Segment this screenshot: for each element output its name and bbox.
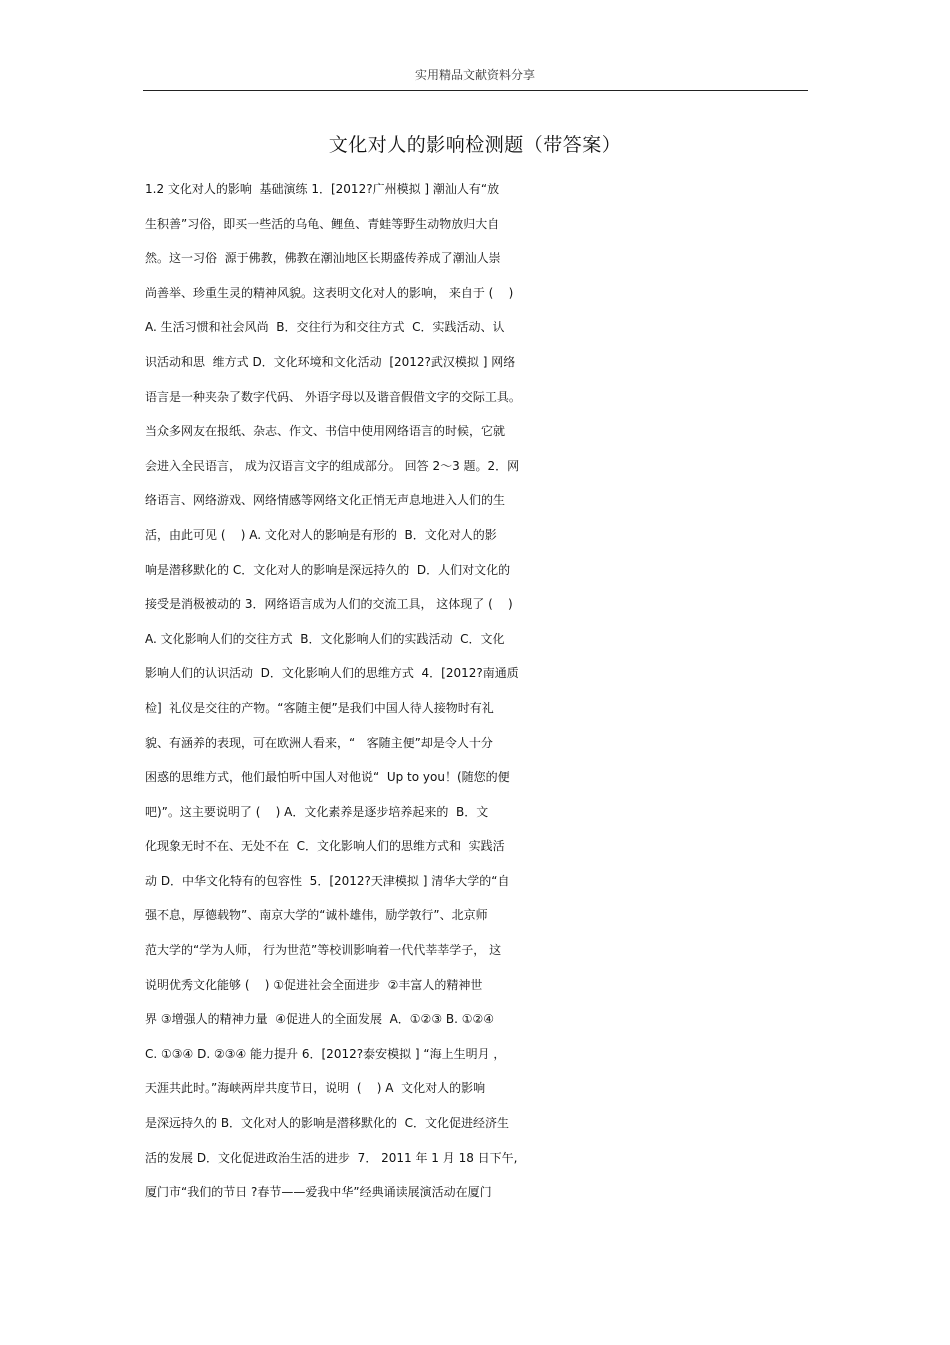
text-line: 响是潜移默化的 C．文化对人的影响是深远持久的 D．人们对文化的 bbox=[145, 562, 511, 577]
text-line: A. 生活习惯和社会风尚 B．交往行为和交往方式 C．实践活动、认 bbox=[145, 320, 505, 335]
text-line: 尚善举、珍重生灵的精神风貌。这表明文化对人的影响， 来自于 ( ) bbox=[145, 285, 514, 300]
text-line: 会进入全民语言， 成为汉语言文字的组成部分。 回答 2～3 题。2．网 bbox=[145, 458, 520, 473]
header-rule bbox=[143, 90, 808, 91]
text-line: 识活动和思 维方式 D．文化环境和文化活动 [2012?武汉模拟 ] 网络 bbox=[145, 354, 516, 369]
text-line: 接受是消极被动的 3．网络语言成为人们的交流工具， 这体现了 ( ) bbox=[145, 597, 513, 612]
text-line: 然。这一习俗 源于佛教，佛教在潮汕地区长期盛传养成了潮汕人崇 bbox=[145, 251, 501, 266]
text-line: 界 ③增强人的精神力量 ④促进人的全面发展 A．①②③ B. ①②④ bbox=[145, 1012, 495, 1027]
text-line: 强不息，厚德载物”、南京大学的“诚朴雄伟，励学敦行”、北京师 bbox=[145, 908, 488, 923]
text-line: 厦门市“我们的节日 ?春节——爱我中华”经典诵读展演活动在厦门 bbox=[145, 1185, 492, 1200]
text-line: 语言是一种夹杂了数字代码、 外语字母以及谐音假借文字的交际工具。 bbox=[145, 389, 521, 404]
text-line: A. 文化影响人们的交往方式 B．文化影响人们的实践活动 C．文化 bbox=[145, 631, 505, 646]
text-line: 动 D．中华文化特有的包容性 5．[2012?天津模拟 ] 清华大学的“自 bbox=[145, 873, 510, 888]
text-line: 天涯共此时。”海峡两岸共度节日，说明 ( ) A 文化对人的影响 bbox=[145, 1081, 486, 1096]
text-line: 范大学的“学为人师， 行为世范”等校训影响着一代代莘莘学子， 这 bbox=[145, 943, 502, 958]
text-line: 生积善”习俗，即买一些活的乌龟、鲤鱼、青蛙等野生动物放归大自 bbox=[145, 216, 500, 231]
text-line: 貌、有涵养的表现，可在欧洲人看来，“ 客随主便”却是令人十分 bbox=[145, 735, 493, 750]
text-line: 络语言、网络游戏、网络情感等网络文化正悄无声息地进入人们的生 bbox=[145, 493, 506, 508]
text-line: 吧)”。这主要说明了 ( ) A．文化素养是逐步培养起来的 B．文 bbox=[145, 804, 489, 819]
text-line: 1.2 文化对人的影响 基础演练 1．[2012?广州模拟 ] 潮汕人有“放 bbox=[145, 182, 500, 196]
text-line: 影响人们的认识活动 D．文化影响人们的思维方式 4．[2012?南通质 bbox=[145, 666, 519, 681]
text-line: 活的发展 D．文化促进政治生活的进步 7． 2011 年 1 月 18 日下午, bbox=[145, 1150, 518, 1165]
document-body bbox=[145, 172, 825, 1210]
text-line: 是深远持久的 B．文化对人的影响是潜移默化的 C．文化促进经济生 bbox=[145, 1116, 510, 1131]
document-title: 文化对人的影响检测题（带答案） bbox=[328, 134, 622, 156]
text-line: C. ①③④ D. ②③④ 能力提升 6．[2012?泰安模拟 ] “海上生明月 ， bbox=[145, 1046, 506, 1061]
text-line: 化现象无时不在、无处不在 C．文化影响人们的思维方式和 实践活 bbox=[145, 839, 505, 854]
text-line: 当众多网友在报纸、杂志、作文、书信中使用网络语言的时候，它就 bbox=[145, 424, 506, 439]
text-line: 说明优秀文化能够 ( ) ①促进社会全面进步 ②丰富人的精神世 bbox=[145, 977, 483, 992]
page-header: 实用精品文献资料分享 bbox=[414, 68, 535, 82]
text-line: 困惑的思维方式，他们最怕听中国人对他说“ Up to you！(随您的便 bbox=[145, 770, 510, 785]
text-line: 检] 礼仪是交往的产物。“客随主便”是我们中国人待人接物时有礼 bbox=[145, 700, 494, 715]
text-line: 活，由此可见 ( ) A. 文化对人的影响是有形的 B．文化对人的影 bbox=[145, 527, 497, 542]
